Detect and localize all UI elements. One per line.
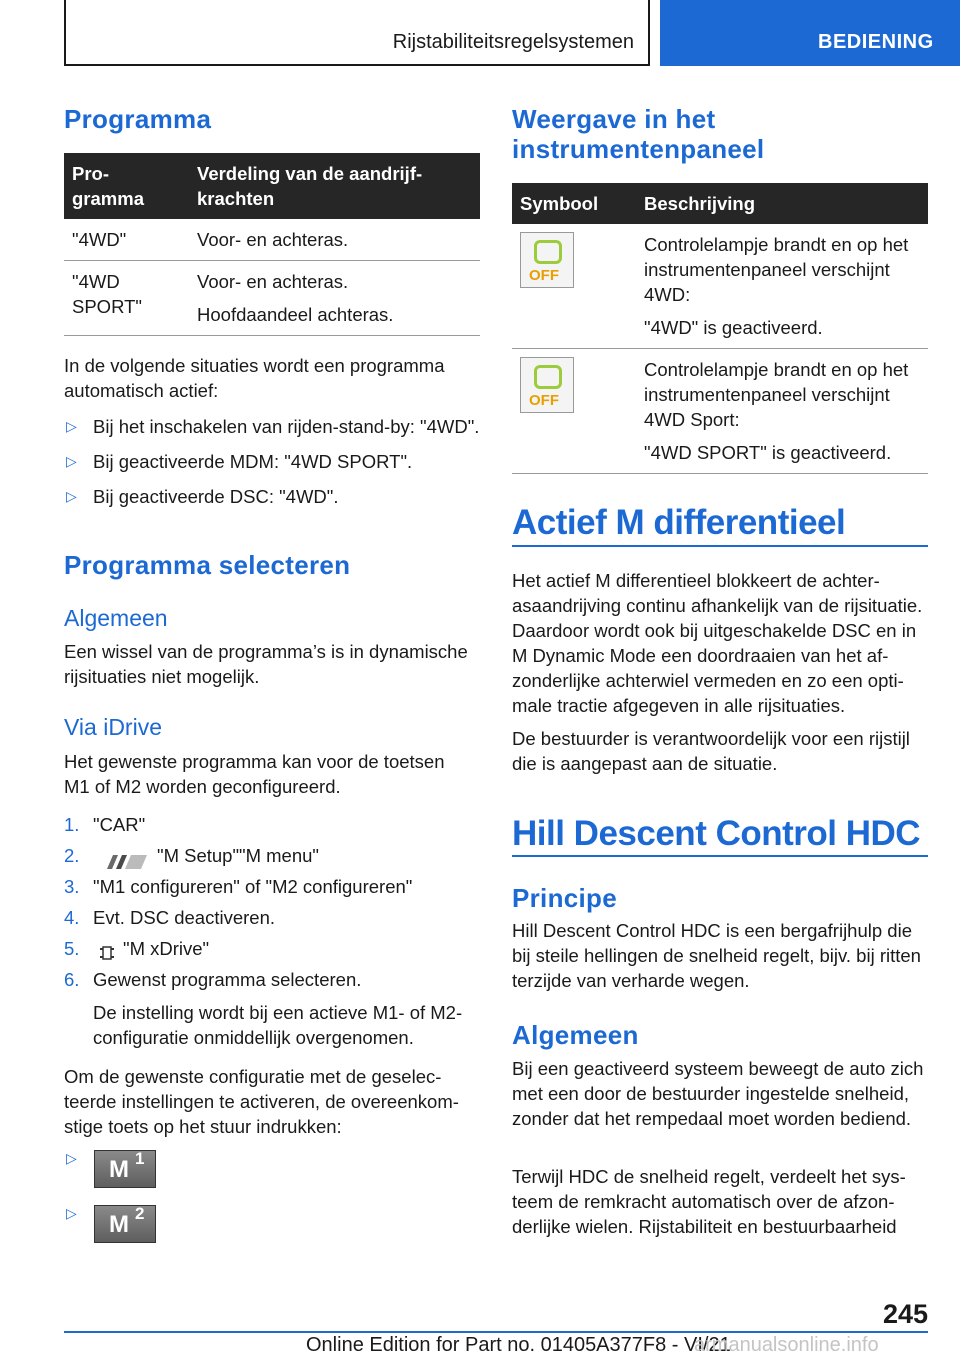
table-row: [512, 224, 928, 349]
weergave-heading: Weergave in het instrumentenpaneel: [512, 104, 765, 164]
table-header-verdeling: Verdeling van de aandrijf- krachten: [189, 153, 480, 219]
list-item-text: Bij geactiveerde MDM: "4WD SPORT".: [93, 451, 413, 472]
m-number: 1: [135, 1149, 145, 1168]
actief-text-1: Het actief M differentieel blokkeert de achterasaandrijving continu afhankelijk van de rijsituatie. Daardoor wordt ook bij uitgeschakelde DSC en in M Dynamic Mode een doordraaien van het afzonderlijke achterwiel vermeden en zo een optimale tractie afgegeven in alle rijsituaties.: [512, 570, 923, 716]
algemeen-hdc-text-2: Terwijl HDC de snelheid regelt, verdeelt het systeem de remkracht automatisch over de afzonderlijke wielen. Rijstabiliteit en bestuurbaarheid: [512, 1166, 906, 1237]
header-chapter-title: BEDIENING: [818, 31, 934, 53]
table-cell-desc: [636, 349, 928, 474]
symbol-description: Controlelampje brandt en op het instrumentenpaneel verschijnt 4WD:: [644, 234, 909, 305]
list-item: [64, 449, 480, 474]
table-header-beschrijving: Beschrijving: [636, 183, 928, 224]
intro-text: In de volgende situaties wordt een programma automatisch actief:: [64, 355, 445, 401]
m-number: 2: [135, 1204, 145, 1223]
table-row: [512, 349, 928, 474]
list-item-text: Bij geactiveerde DSC: "4WD".: [93, 486, 339, 507]
via-idrive-heading: Via iDrive: [64, 714, 162, 740]
symbol-note: "4WD SPORT" is geactiveerd.: [644, 442, 892, 463]
step-number: 2.: [64, 845, 80, 866]
heading-rule: [512, 545, 928, 547]
header-chapter-tab: [660, 0, 960, 66]
step-text: "M1 configureren" of "M2 configureren": [93, 876, 413, 897]
m1-button-icon: [94, 1150, 156, 1188]
actief-text-2: De bestuurder is verantwoordelijk voor een rijstijl die is aangepast aan de situatie.: [512, 728, 910, 774]
list-item: [64, 905, 480, 930]
table-cell-program: "4WD": [64, 219, 189, 261]
table-header-symbool: Symbool: [512, 183, 636, 224]
algemeen-hdc-heading: Algemeen: [512, 1020, 639, 1050]
watermark-text: armanualsonline.info: [694, 1334, 879, 1356]
header-section-box: [64, 0, 650, 66]
footer-rule: [64, 1331, 928, 1333]
m2-button-icon: [94, 1205, 156, 1243]
list-item: [64, 484, 480, 509]
step-text: "M xDrive": [123, 938, 210, 959]
idrive-text: Het gewenste programma kan voor de toetsen M1 of M2 worden geconfigureerd.: [64, 751, 445, 797]
step-text: Gewenst programma selecteren.: [93, 969, 362, 990]
step-note: De instelling wordt bij een actieve M1- of M2-configuratie onmiddellijk overgenomen.: [93, 1002, 463, 1048]
list-item: [64, 874, 480, 899]
step-number: 5.: [64, 938, 80, 959]
symbol-note: "4WD" is geactiveerd.: [644, 317, 823, 338]
programma-selecteren-heading: Programma selecteren: [64, 550, 351, 580]
list-item: [64, 936, 480, 961]
list-item: [64, 967, 480, 1050]
list-item: [64, 843, 480, 868]
triangle-bullet-icon: ▷: [66, 453, 77, 469]
symbol-table: [512, 183, 928, 474]
programma-table: [64, 153, 480, 336]
list-item-text: Bij het inschakelen van rijden-stand-by: "4WD".: [93, 416, 480, 437]
step-number: 1.: [64, 814, 80, 835]
activate-text: Om de gewenste configuratie met de geselecteerde instellingen te activeren, de overeenkomstige toets op het stuur indrukken:: [64, 1066, 459, 1137]
table-cell-symbol: [512, 349, 636, 474]
symbol-description: Controlelampje brandt en op het instrumentenpaneel verschijnt 4WD Sport:: [644, 359, 909, 430]
4wd-off-icon: [520, 232, 574, 288]
step-number: 6.: [64, 969, 80, 990]
algemeen-heading: Algemeen: [64, 605, 168, 631]
step-text: "M Setup""M menu": [157, 845, 319, 866]
list-item: [64, 414, 480, 439]
4wd-sport-off-icon: [520, 357, 574, 413]
page-number: 245: [882, 1299, 928, 1329]
programma-heading: Programma: [64, 104, 212, 134]
table-cell-symbol: [512, 224, 636, 349]
table-cell-desc: [189, 261, 480, 336]
triangle-bullet-icon: ▷: [66, 488, 77, 504]
table-row: [64, 219, 480, 261]
m-setup-icon: [99, 850, 149, 864]
off-label: OFF: [529, 392, 559, 409]
actief-m-differentieel-heading: Actief M differentieel: [512, 503, 846, 542]
step-text: "CAR": [93, 814, 146, 835]
situation-list: [64, 414, 480, 519]
triangle-bullet-icon: ▷: [66, 1205, 77, 1221]
principe-heading: Principe: [512, 883, 617, 913]
table-header-programma: Pro- gramma: [64, 153, 189, 219]
hdc-heading: Hill Descent Control HDC: [512, 814, 921, 853]
step-number: 4.: [64, 907, 80, 928]
list-item: [64, 812, 480, 837]
step-text: Evt. DSC deactiveren.: [93, 907, 275, 928]
table-cell-program: "4WD SPORT": [64, 261, 189, 336]
table-cell-line: Hoofdaandeel achteras.: [197, 304, 394, 325]
m-letter: M: [109, 1156, 129, 1183]
heading-rule: [512, 855, 928, 857]
step-number: 3.: [64, 876, 80, 897]
table-cell-desc: [636, 224, 928, 349]
principe-text: Hill Descent Control HDC is een bergafrijhulp die bij steile hellingen de snelheid regelt, bijv. bij ritten terzijde van verharde wegen.: [512, 920, 921, 991]
algemeen-text: Een wissel van de programma’s is in dynamische rijsituaties niet mogelijk.: [64, 641, 468, 687]
triangle-bullet-icon: ▷: [66, 418, 77, 434]
algemeen-hdc-text-1: Bij een geactiveerd systeem beweegt de auto zich met een door de bestuurder ingestelde snelheid, zonder dat het rempedaal moet worden bediend.: [512, 1058, 924, 1129]
car-xdrive-icon: [99, 942, 115, 958]
header-section-title: Rijstabiliteitsregelsystemen: [392, 31, 634, 53]
idrive-steps: [64, 812, 480, 1056]
edition-text: Online Edition for Part no. 01405A377F8 - VI/21: [306, 1334, 731, 1356]
table-row: [64, 261, 480, 336]
triangle-bullet-icon: ▷: [66, 1150, 77, 1166]
table-cell-desc: Voor- en achteras.: [189, 219, 480, 261]
off-label: OFF: [529, 267, 559, 284]
table-cell-line: Voor- en achteras.: [197, 271, 349, 292]
m-letter: M: [109, 1211, 129, 1238]
